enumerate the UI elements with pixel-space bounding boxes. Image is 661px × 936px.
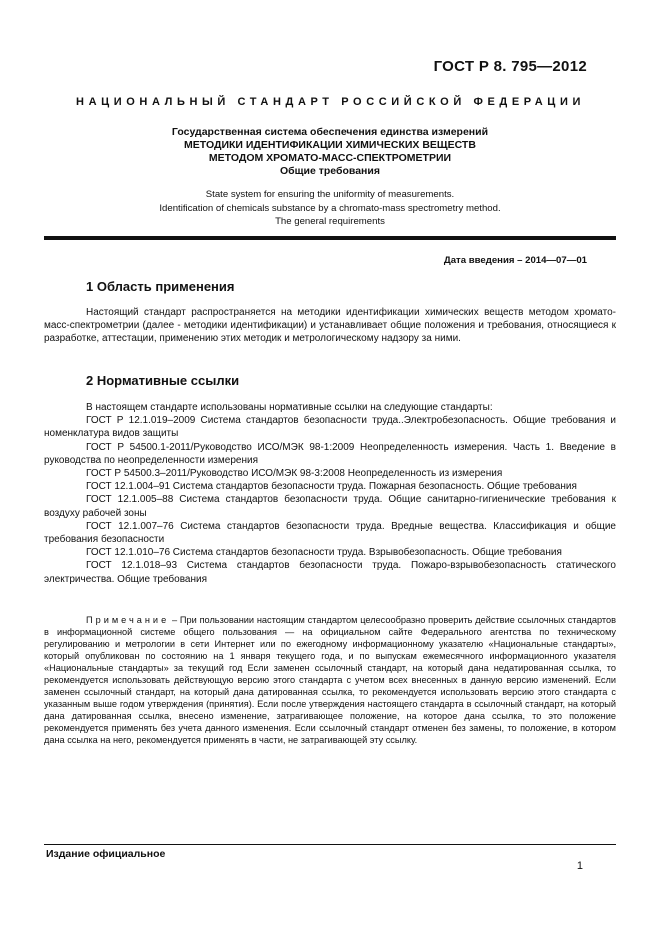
note xyxy=(44,614,616,746)
edition-label: Издание официальное xyxy=(46,848,166,860)
title-en xyxy=(60,188,600,229)
national-standard-banner: НАЦИОНАЛЬНЫЙ СТАНДАРТ РОССИЙСКОЙ ФЕДЕРАЦИИ xyxy=(76,96,585,108)
title-ru-line: Государственная система обеспечения единства измерений xyxy=(171,126,489,138)
section-2-heading: 2 Нормативные ссылки xyxy=(86,373,240,388)
section-1-text: Настоящий стандарт распространяется на методики идентификации химических веществ методом хромато-масс-спектрометрии (далее - методики идентификации) и устанавливает общие положения и требования, относящиеся к разработке, аттестации, применению этих методик и метрологическому надзору за ними. xyxy=(44,307,616,345)
note-label: Примечание xyxy=(86,615,170,625)
title-en-line: Identification of chemicals substance by a chromato-mass spectrometry method. xyxy=(159,202,501,214)
note-text: – При пользовании настоящим стандартом целесообразно проверить действие ссылочных стандартов в информационной системе общего пользования — на официальном сайте Федерального агентства по техническому регулированию и метрологии в сети Интернет или по ежегодному информационному указателю «Национальные стандарты», который опубликован по состоянию на 1 января текущего года, и по выпускам ежемесячного информационного указателя «Национальные стандарты» за текущий год Если заменен ссылочный стандарт, на который дана недатированная ссылка, то рекомендуется использовать действующую версию этого стандарта с учетом всех внесенных в данную версию изменений. Если заменен ссылочный стандарт, на который дана датированная ссылка, то рекомендуется использовать версию этого стандарта с указанным выше годом утверждения (принятия). Если после утверждения настоящего стандарта в ссылочный стандарт, на который дана датированная ссылка, внесено изменение, затрагивающее положение, на которое дана ссылка, то это положение рекомендуется применять без учета данного изменения. Если ссылочный стандарт отменен без замены, то положение, в котором дана ссылка на него, рекомендуется применять в части, не затрагивающей эту ссылку. xyxy=(44,615,616,745)
reference-item: ГОСТ 12.1.005–88 Система стандартов безопасности труда. Общие санитарно-гигиенические требования к воздуху рабочей зоны xyxy=(44,494,616,519)
title-en-line: The general requirements xyxy=(275,216,385,227)
reference-item: ГОСТ 12.1.010–76 Система стандартов безопасности труда. Взрывобезопасность. Общие требования xyxy=(86,547,562,559)
title-en-line: State system for ensuring the uniformity of measurements. xyxy=(205,189,455,200)
title-ru-line: Общие требования xyxy=(280,165,380,177)
introduction-date: Дата введения – 2014—07—01 xyxy=(443,255,587,266)
section-1 xyxy=(44,279,616,346)
reference-item: ГОСТ 12.1.004–91 Система стандартов безопасности труда. Пожарная безопасность. Общие требования xyxy=(86,481,577,493)
section-2 xyxy=(44,373,616,586)
title-ru xyxy=(60,126,600,178)
reference-item: ГОСТ 12.1.018–93 Система стандартов безопасности труда. Пожаро-взрывобезопасность статического электричества. Общие требования xyxy=(44,560,616,585)
reference-item: В настоящем стандарте использованы нормативные ссылки на следующие стандарты: xyxy=(86,402,493,413)
title-divider xyxy=(44,236,616,240)
reference-item: ГОСТ Р 54500.3–2011/Руководство ИСО/МЭК 98-3:2008 Неопределенность из измерения xyxy=(86,468,503,480)
footer-divider xyxy=(44,844,616,845)
reference-item: ГОСТ Р 54500.1-2011/Руководство ИСО/МЭК 98-1:2009 Неопределенность измерения. Часть 1. Введение в руководства по неопределенности измерения xyxy=(44,441,616,466)
title-ru-line: МЕТОДИКИ ИДЕНТИФИКАЦИИ ХИМИЧЕСКИХ ВЕЩЕСТВ xyxy=(184,139,476,151)
reference-item: ГОСТ Р 12.1.019–2009 Система стандартов безопасности труда..Электробезопасность. Общие требования и номенклатура видов защиты xyxy=(44,415,616,440)
title-ru-line: МЕТОДОМ ХРОМАТО-МАСС-СПЕКТРОМЕТРИИ xyxy=(208,152,452,164)
standard-code: ГОСТ Р 8. 795—2012 xyxy=(433,58,587,75)
page-number: 1 xyxy=(576,860,583,872)
reference-item: ГОСТ 12.1.007–76 Система стандартов безопасности труда. Вредные вещества. Классификация и общие требования безопасности xyxy=(44,520,616,546)
section-1-heading: 1 Область применения xyxy=(86,279,235,294)
